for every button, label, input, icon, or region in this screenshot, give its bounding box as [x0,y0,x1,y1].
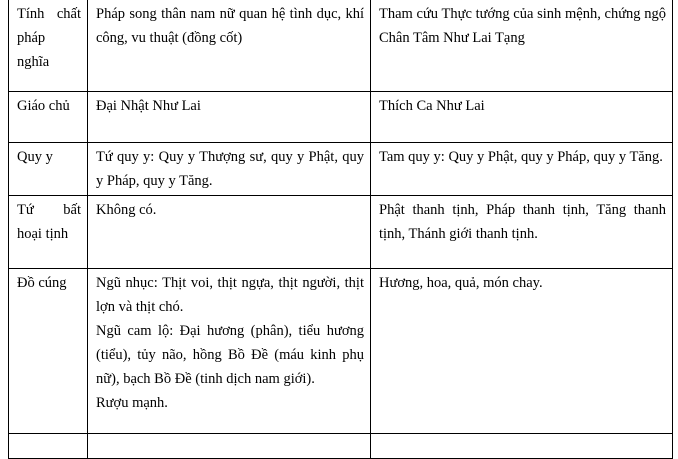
empty-cell [88,434,371,459]
row-label-cell: Tứ bất hoại tịnh [9,196,88,269]
row-label-cell: Đồ cúng [9,269,88,434]
table-row [9,269,673,434]
cell-text: Không có. [96,202,157,218]
cell-text: Phật thanh tịnh, Pháp thanh tịnh, Tăng thanh tịnh, Thánh giới thanh tịnh. [379,202,666,242]
table-row [9,92,673,143]
tantra-cell [88,269,371,434]
cell-text: Tứ quy y: Quy y Thượng sư, quy y Phật, quy y Pháp, quy y Tăng. [96,149,364,189]
cell-text: Đại Nhật Như Lai [96,98,201,114]
buddhism-cell [371,196,673,269]
tantra-cell [88,0,371,92]
cell-text: Ngũ nhục: Thịt voi, thịt ngựa, thịt người, thịt lợn và thịt chó. [96,275,364,315]
cell-text: Tam quy y: Quy y Phật, quy y Pháp, quy y Tăng. [379,149,663,165]
row-label-cell: Giáo chủ [9,92,88,143]
empty-cell [9,434,88,459]
cell-text: Hương, hoa, quả, món chay. [379,275,543,291]
buddhism-cell [371,0,673,92]
table-row [9,0,673,92]
cell-text: Thích Ca Như Lai [379,98,485,114]
cell-text: Rượu mạnh. [96,395,168,411]
tantra-cell [88,143,371,196]
table-row [9,143,673,196]
row-label-cell: Tính chất pháp nghĩa [9,0,88,92]
table-row-partial [9,434,673,459]
buddhism-cell [371,269,673,434]
cell-text: Tham cứu Thực tướng của sinh mệnh, chứng ngộ Chân Tâm Như Lai Tạng [379,6,666,46]
table-row [9,196,673,269]
comparison-table [8,0,673,459]
cell-text: Ngũ cam lộ: Đại hương (phân), tiểu hương (tiểu), tủy não, hồng Bồ Đề (máu kinh phụ nữ), bạch Bồ Đề (tinh dịch nam giới). [96,323,364,387]
tantra-cell [88,196,371,269]
row-label-cell: Quy y [9,143,88,196]
buddhism-cell [371,143,673,196]
cell-text: Pháp song thân nam nữ quan hệ tình dục, khí công, vu thuật (đồng cốt) [96,6,364,46]
empty-cell [371,434,673,459]
buddhism-cell [371,92,673,143]
tantra-cell [88,92,371,143]
